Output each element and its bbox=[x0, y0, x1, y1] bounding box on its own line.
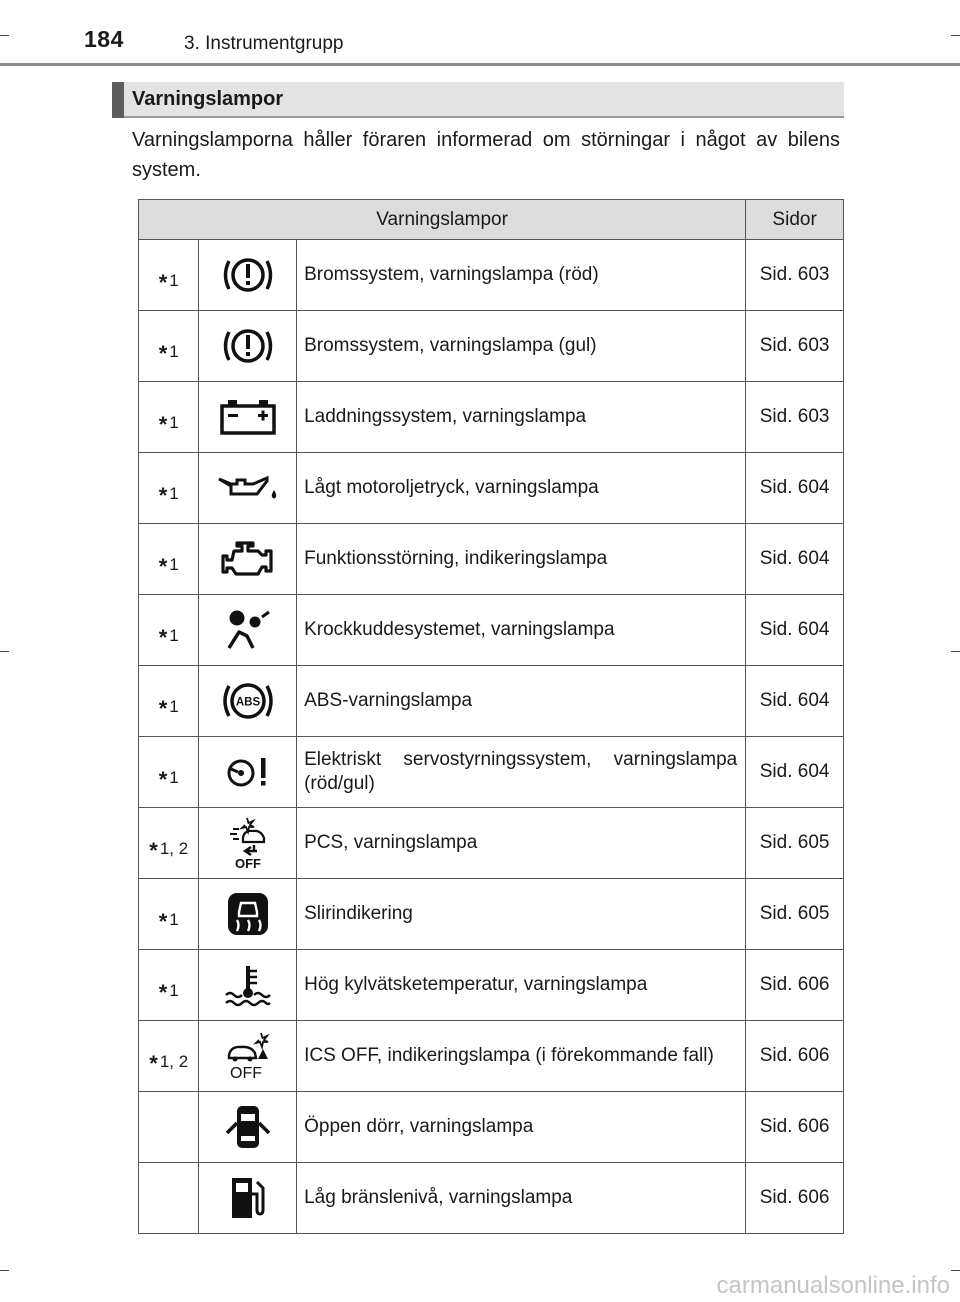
lamp-description: Lågt motoroljetryck, varningslampa bbox=[297, 453, 746, 524]
table-row bbox=[139, 879, 844, 950]
crop-mark bbox=[0, 651, 9, 652]
steering-wheel-warning-icon bbox=[225, 752, 271, 792]
airbag-icon bbox=[223, 608, 273, 652]
page-reference: Sid. 605 bbox=[746, 808, 844, 879]
table-row bbox=[139, 808, 844, 879]
table-row bbox=[139, 1163, 844, 1234]
section-accent bbox=[112, 82, 124, 118]
battery-icon bbox=[218, 397, 278, 437]
footnote-mark: * 1 bbox=[139, 737, 199, 808]
crop-mark bbox=[951, 35, 960, 36]
table-header-row bbox=[139, 200, 844, 240]
table-row bbox=[139, 1092, 844, 1163]
section-title: Varningslampor bbox=[132, 88, 284, 110]
lamp-description: Elektriskt servostyrningssystem, varningslampa (röd/gul) bbox=[297, 737, 746, 808]
footnote-mark: * 1 bbox=[139, 311, 199, 382]
intro-paragraph: Varningslamporna håller föraren informerad om störningar i något av bilens system. bbox=[132, 129, 840, 181]
table-row bbox=[139, 311, 844, 382]
brake-warning-yellow-icon bbox=[221, 324, 275, 368]
header-rule bbox=[0, 63, 960, 66]
engine-icon bbox=[220, 539, 276, 579]
open-door-icon bbox=[223, 1103, 273, 1151]
page-reference: Sid. 604 bbox=[746, 666, 844, 737]
lamp-description: Öppen dörr, varningslampa bbox=[297, 1092, 746, 1163]
footnote-mark: * 1 bbox=[139, 666, 199, 737]
page-reference: Sid. 606 bbox=[746, 1163, 844, 1234]
page-reference: Sid. 604 bbox=[746, 737, 844, 808]
crop-mark bbox=[951, 651, 960, 652]
page-reference: Sid. 603 bbox=[746, 382, 844, 453]
lamp-description: Låg bränslenivå, varningslampa bbox=[297, 1163, 746, 1234]
page-reference: Sid. 603 bbox=[746, 240, 844, 311]
lamp-description: Bromssystem, varningslampa (gul) bbox=[297, 311, 746, 382]
page-number: 184 bbox=[84, 26, 124, 52]
lamp-description: Hög kylvätsketemperatur, varningslampa bbox=[297, 950, 746, 1021]
lamp-description: Laddningssystem, varningslampa bbox=[297, 382, 746, 453]
abs-label: ABS bbox=[235, 696, 260, 709]
lamp-description: ABS-varningslampa bbox=[297, 666, 746, 737]
footnote-mark: * 1 bbox=[139, 240, 199, 311]
pcs-off-icon bbox=[225, 816, 271, 870]
crop-mark bbox=[951, 1270, 960, 1271]
col-header-lamps: Varningslampor bbox=[139, 200, 746, 240]
table-row bbox=[139, 595, 844, 666]
page-reference: Sid. 606 bbox=[746, 1021, 844, 1092]
brake-warning-red-icon bbox=[221, 253, 275, 297]
table-row bbox=[139, 666, 844, 737]
lamp-description: Funktionsstörning, indikeringslampa bbox=[297, 524, 746, 595]
oil-can-icon bbox=[215, 472, 281, 504]
page-reference: Sid. 604 bbox=[746, 595, 844, 666]
table-row bbox=[139, 240, 844, 311]
footnote-mark bbox=[139, 1163, 199, 1234]
warning-lamps-table bbox=[138, 199, 844, 1234]
page-reference: Sid. 604 bbox=[746, 524, 844, 595]
footnote-mark: * 1 bbox=[139, 950, 199, 1021]
lamp-description: PCS, varningslampa bbox=[297, 808, 746, 879]
table-row bbox=[139, 382, 844, 453]
coolant-temperature-icon bbox=[221, 962, 275, 1008]
abs-icon bbox=[220, 679, 276, 723]
chapter-title: 3. Instrumentgrupp bbox=[184, 33, 344, 54]
footnote-mark: * 1 bbox=[139, 382, 199, 453]
table-row bbox=[139, 453, 844, 524]
footnote-mark bbox=[139, 1092, 199, 1163]
table-row bbox=[139, 950, 844, 1021]
crop-mark bbox=[0, 1270, 9, 1271]
footnote-mark: * 1 bbox=[139, 453, 199, 524]
lamp-description: Bromssystem, varningslampa (röd) bbox=[297, 240, 746, 311]
crop-mark bbox=[0, 35, 9, 36]
table-row bbox=[139, 737, 844, 808]
slip-indicator-icon bbox=[226, 891, 270, 937]
footnote-mark: * 1, 2 bbox=[139, 1021, 199, 1092]
table-row bbox=[139, 524, 844, 595]
page-reference: Sid. 605 bbox=[746, 879, 844, 950]
lamp-description: Slirindikering bbox=[297, 879, 746, 950]
fuel-pump-icon bbox=[226, 1174, 270, 1222]
page-header bbox=[0, 0, 960, 66]
ics-off-icon bbox=[223, 1031, 273, 1081]
watermark: carmanualsonline.info bbox=[716, 1272, 950, 1299]
section-heading-bar bbox=[112, 82, 844, 118]
page-reference: Sid. 606 bbox=[746, 950, 844, 1021]
page-reference: Sid. 606 bbox=[746, 1092, 844, 1163]
table-row bbox=[139, 1021, 844, 1092]
page-reference: Sid. 603 bbox=[746, 311, 844, 382]
off-label: OFF bbox=[229, 1065, 262, 1081]
footnote-mark: * 1 bbox=[139, 524, 199, 595]
lamp-description: ICS OFF, indikeringslampa (i förekommande fall) bbox=[297, 1021, 746, 1092]
page-reference: Sid. 604 bbox=[746, 453, 844, 524]
footnote-mark: * 1 bbox=[139, 879, 199, 950]
footnote-mark: * 1 bbox=[139, 595, 199, 666]
lamp-description: Krockkuddesystemet, varningslampa bbox=[297, 595, 746, 666]
footnote-mark: * 1, 2 bbox=[139, 808, 199, 879]
off-label: OFF bbox=[234, 856, 261, 870]
col-header-pages: Sidor bbox=[746, 200, 844, 240]
